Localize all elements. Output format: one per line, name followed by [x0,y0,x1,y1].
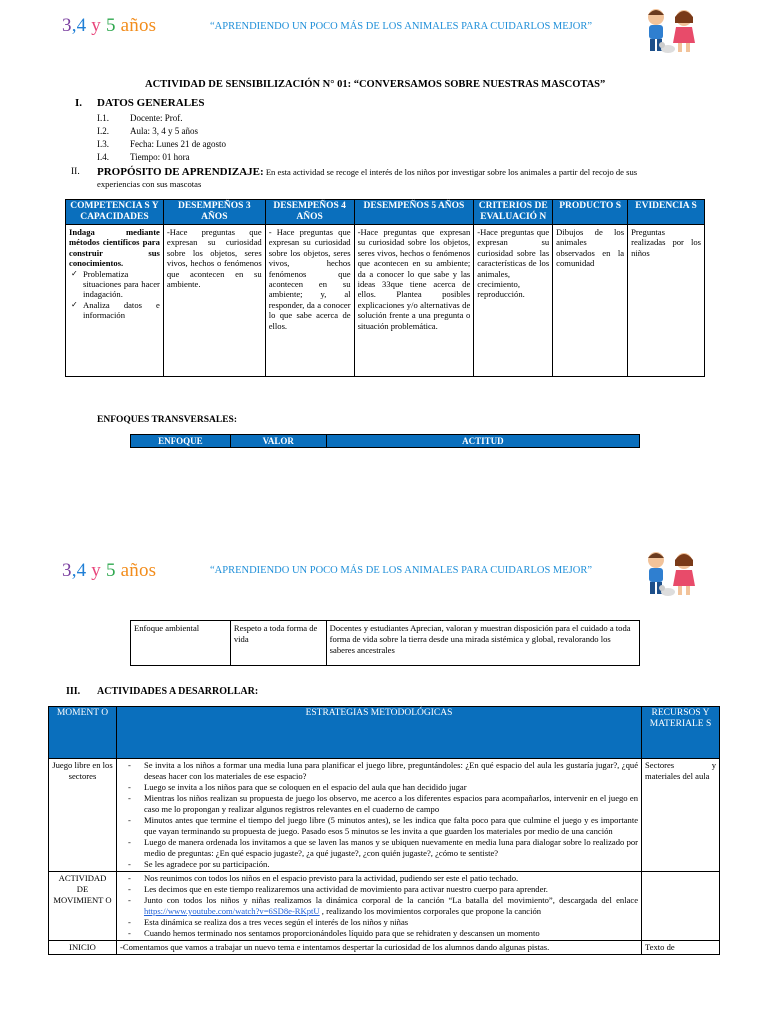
list-item: - Se les agradece por su participación. [144,859,638,870]
value-cell: Respeto a toda forma de vida [230,621,326,666]
performance-5-cell: -Hace preguntas que expresan su curiosidad sobre los objetos, seres vivos, hechos o fenómenos que acontecen en su ambiente; da a conocer lo que sabe y las ideas 33que tiene acerca de ellos. Plantea posibles explicaciones y/o alternativas de solución frente a una pregunta o situación problemática. [354,225,474,377]
performance-4-cell: - Hace preguntas que expresan su curiosidad sobre los objetos, seres vivos, hechos fenómenos que acontecen en su ambiente; y, al responder, da a conocer lo que sabe acerca de ellos. [265,225,354,377]
brand-part: 3 [62,15,72,36]
transversal-header-table [130,434,640,448]
transversal-table [130,620,640,666]
brand-logo-text [62,560,156,582]
moment-cell: INICIO [49,941,117,955]
table-header-row [49,707,720,759]
col-header-criteria: CRITERIOS DE EVALUACIÓ N [474,200,553,225]
header-title: “APRENDIENDO UN POCO MÁS DE LOS ANIMALES PARA CUIDARLOS MEJOR” [210,21,593,32]
table-header-row [66,200,705,225]
brand-part: años [115,15,157,36]
children-pets-illustration [638,5,702,55]
col-header-competencies: COMPETENCIA S Y CAPACIDADES [66,200,164,225]
products-cell: Dibujos de los animales observados en la comunidad [553,225,628,377]
list-item: - Luego de manera ordenada los invitamos a que se laven las manos y se ubiquen nuevamente en media luna para dialogar sobre lo realizado por medio de preguntas: ¿En qué espacio jugaste?, ¿a qué jugaste?, ¿con quién jugaste?, ¿cómo te sentiste? [144,837,638,859]
youtube-link[interactable]: https://www.youtube.com/watch?v=6SD8e-RKptU [143,906,320,916]
transversal-heading: ENFOQUES TRANSVERSALES: [97,415,237,425]
activity-title: ACTIVIDAD DE SENSIBILIZACIÓN N° 01: “CONVERSAMOS SOBRE NUESTRAS MASCOTAS” [145,79,606,90]
brand-part: ,4 [71,560,87,581]
attitude-cell: Docentes y estudiantes Aprecian, valoran y muestran disposición para el cuidado a toda forma de vida sobre la tierra desde una mirada sistémica y global, revalorando los saberes ancestrales [326,621,639,666]
section-3-heading: ACTIVIDADES A DESARROLLAR: [97,686,259,697]
table-row [49,941,720,955]
competency-table [65,199,705,377]
list-item: - Nos reunimos con todos los niños en el espacio previsto para la actividad, pudiendo ser este el patio techado. [144,873,638,884]
section-3-numeral: III. [66,686,81,697]
strategies-cell [116,759,641,872]
list-item: - Mientras los niños realizan su propuesta de juego los observo, me acerco a los diferentes espacios para acompañarlos, intervenir en el juego en caso me lo propongan y realizar algunos registros relevantes en el cuaderno de campo [144,793,638,815]
data-item: I.2. [97,126,109,136]
capacity-item: ✓ Problematiza situaciones para hacer indagación. [83,269,160,300]
col-header-products: PRODUCTO S [553,200,628,225]
col-header-evidence: EVIDENCIA S [628,200,705,225]
criteria-cell: -Hace preguntas que expresan su curiosidad sobre las características de los animales, crecimiento, reproducción. [474,225,553,377]
section-1-heading: DATOS GENERALES [97,97,205,109]
data-item: I.3. [97,139,109,149]
table-header-row [131,435,640,448]
performance-3-cell: -Hace preguntas que expresan su curiosidad sobre los objetos, seres vivos, hechos o fenómenos que acontecen en su ambiente. [163,225,265,377]
brand-part: años [115,560,157,581]
table-row [49,759,720,872]
col-header-performance-3: DESEMPEÑOS 3 AÑOS [163,200,265,225]
resources-cell: Sectores y materiales del aula [642,759,720,872]
list-item: - Les decimos que en este tiempo realizaremos una actividad de movimiento para activar nuestro cuerpo para aprender. [144,884,638,895]
brand-logo-text [62,15,156,37]
list-item: - Luego se invita a los niños para que se coloquen en el espacio del aula que han decidido jugar [144,782,638,793]
brand-part: 5 [105,15,116,36]
data-item-text: Fecha: Lunes 21 de agosto [130,139,226,149]
list-item: - Se invita a los niños a formar una media luna para planificar el juego libre, preguntándoles: ¿En qué espacio del aula les gustaría jugar?, ¿qué deseas hacer con los materiales de ese espacio? [144,760,638,782]
data-item: I.1. [97,113,109,123]
data-item-text: Docente: Prof. [130,113,183,123]
competency-cell [66,225,164,377]
competency-text: Indaga mediante métodos científicos para construir sus conocimientos. [69,227,160,269]
capacity-item: ✓ Analiza datos e información [83,300,160,321]
children-pets-illustration [638,548,702,598]
purpose-text: En esta actividad se recoge el interés de los niños por investigar sobre los animales a partir del recojo de sus [265,167,638,177]
col-header-resources: RECURSOS Y MATERIALE S [642,707,720,759]
purpose-text-cont: experiencias con sus mascotas [97,179,202,189]
moment-cell: ACTIVIDAD DE MOVIMIENT O [49,872,117,941]
col-header-moment: MOMENT O [49,707,117,759]
header-title: “APRENDIENDO UN POCO MÁS DE LOS ANIMALES PARA CUIDARLOS MEJOR” [210,565,593,576]
list-item: - Minutos antes que termine el tiempo del juego libre (5 minutos antes), se les indica que falta poco para que culmine el juego y es importante que vayan terminando su propuesta de juego. Pasado esos 5 minutos se les invita a que guarden los materiales por medio de una canción [144,815,638,837]
table-row [49,872,720,941]
learning-purpose [97,166,717,190]
col-header-performance-5: DESEMPEÑOS 5 AÑOS [354,200,474,225]
link-item-text: Junto con todos los niños y niñas realizamos la dinámica corporal de la canción “La batalla del movimiento”, descargada del enlace [143,895,639,905]
strategies-cell [116,872,641,941]
brand-part: 3 [62,560,72,581]
data-item-text: Tiempo: 01 hora [130,152,190,162]
data-item: I.4. [97,152,109,162]
table-row [66,225,705,377]
link-item-text-after: , realizando los movimientos corporales que propone la canción [321,906,542,916]
col-header-value: VALOR [230,435,326,448]
brand-part: y [86,560,106,581]
data-item-text: Aula: 3, 4 y 5 años [130,126,198,136]
section-2-heading: PROPÓSITO DE APRENDIZAJE: [97,166,264,178]
evidence-cell: Preguntas realizadas por los niños [628,225,705,377]
capacities-list [69,269,160,321]
activities-table [48,706,720,955]
col-header-performance-4: DESEMPEÑOS 4 AÑOS [265,200,354,225]
section-1-numeral: I. [75,97,83,109]
col-header-approach: ENFOQUE [131,435,231,448]
resources-cell: Texto de [642,941,720,955]
strategies-list [120,873,638,939]
brand-part: y [86,15,106,36]
brand-part: ,4 [71,15,87,36]
list-item: - Cuando hemos terminado nos sentamos proporcionándoles líquido para que se rehidraten y descansen un momento [144,928,638,939]
col-header-attitude: ACTITUD [326,435,639,448]
table-row [131,621,640,666]
strategies-list [120,760,638,870]
list-item-with-link [144,895,638,917]
strategies-cell: -Comentamos que vamos a trabajar un nuevo tema e intentamos despertar la curiosidad de los alumnos dando algunas pistas. [116,941,641,955]
moment-cell: Juego libre en los sectores [49,759,117,872]
approach-cell: Enfoque ambiental [131,621,231,666]
section-2-numeral: II. [71,167,80,177]
brand-part: 5 [105,560,116,581]
list-item: - Esta dinámica se realiza dos a tres veces según el interés de los niños y niñas [144,917,638,928]
resources-cell [642,872,720,941]
col-header-strategies: ESTRATEGIAS METODOLÓGICAS [116,707,641,759]
